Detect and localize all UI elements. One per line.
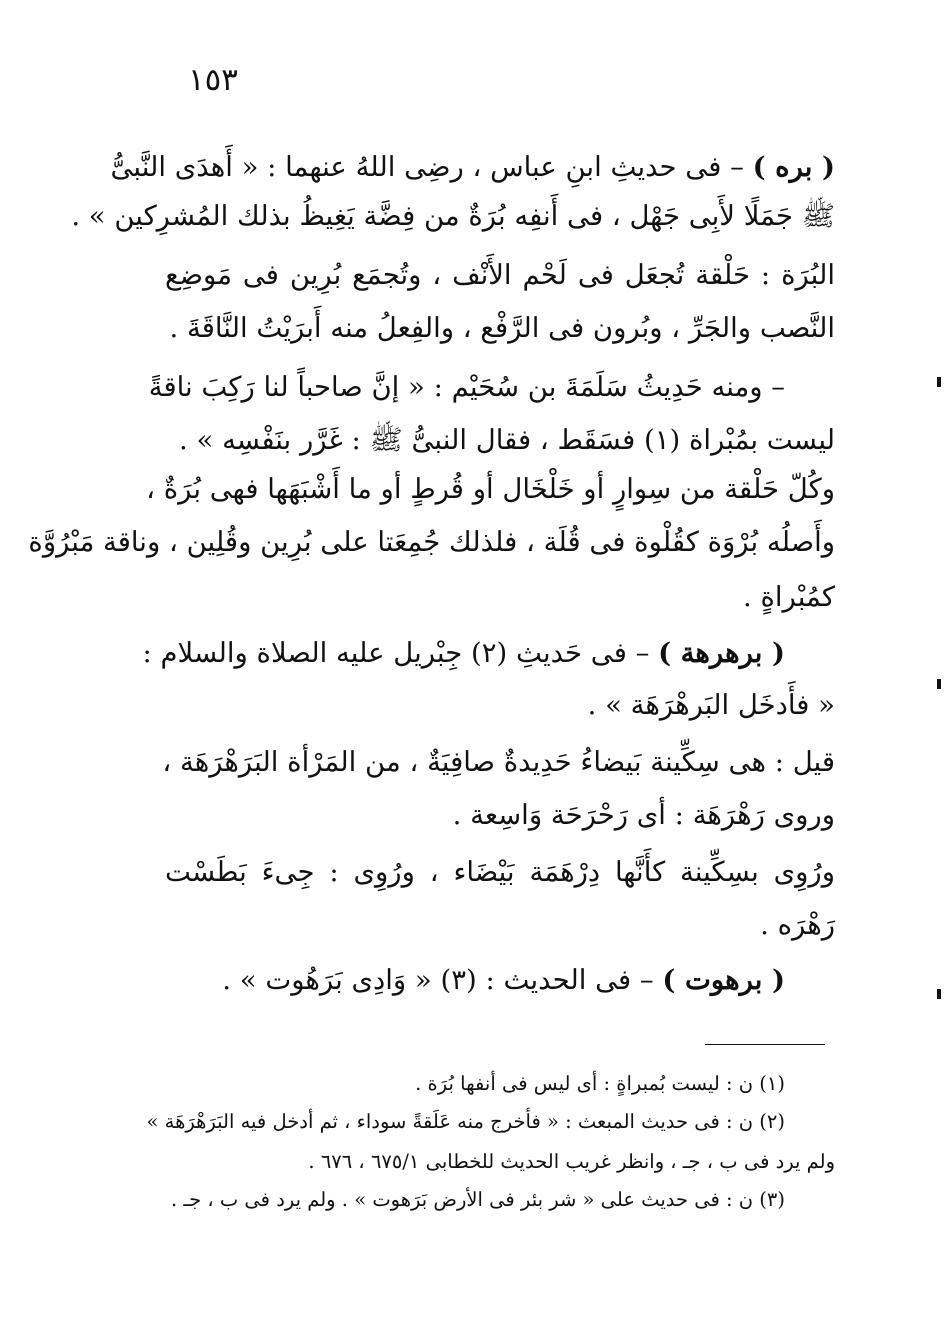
paragraph-line-12: قيل : هى سِكِّينة بَيضاءُ حَدِيدةٌ صافِيَةٌ ، من المَرْأة البَرَهْرَهَة ، bbox=[162, 746, 835, 778]
paragraph-line-9: كمُبْراةٍ . bbox=[743, 581, 835, 613]
page-number: ١٥٣ bbox=[188, 62, 238, 98]
entry-line-10-text: – فى حَديثِ (٢) جِبْريل عليه الصلاة والسلام : bbox=[142, 637, 659, 669]
entry-line-1 bbox=[110, 150, 835, 184]
footnote-separator bbox=[705, 1044, 825, 1045]
entry-line-16 bbox=[222, 963, 785, 997]
entry-line-1-text: – فى حديثِ ابنِ عباس ، رضِى اللهُ عنهما : « أَهدَى النَّبىُّ bbox=[110, 151, 753, 183]
footnote-2: (٢) ن : فى حديث المبعث : « فأخرج منه عَلَقةً سوداء ، ثم أدخل فيه البَرَهْرَهَة » bbox=[146, 1110, 785, 1133]
entry-line-10 bbox=[143, 636, 785, 670]
footnote-1: (١) ن : ليست بُمبراةٍ : أى ليس فى أنفها بُرَة . bbox=[415, 1072, 785, 1095]
entry-headword-bareh: ( بره ) bbox=[752, 151, 835, 183]
scan-edge-mark bbox=[937, 377, 941, 387]
footnote-2-continued: ولم يرد فى ب ، جـ ، وانظر غريب الحديث للخطابى ٦٧٥/١ ، ٦٧٦ . bbox=[308, 1150, 835, 1173]
footnote-3: (٣) ن : فى حديث على « شر بئر فى الأرض بَرَهوت » . ولم يرد فى ب ، جـ . bbox=[171, 1188, 785, 1211]
entry-headword-barahut: ( برهوت ) bbox=[662, 964, 785, 996]
paragraph-line-8: وأَصلُه بُرْوَة كقُلْوة فى قُلَة ، فلذلك جُمِعَتا على بُرِين وقُلِين ، وناقة مَبْرُوَّة bbox=[28, 526, 835, 558]
entry-line-11: « فأَدخَل البَرهْرَهَة » . bbox=[587, 689, 835, 721]
entry-line-16-text: – فى الحديث : (٣) « وَادِى بَرَهُوت » . bbox=[222, 964, 663, 996]
paragraph-line-6: ليست بمُبْراة (١) فسَقَط ، فقال النبىُّ ﷺ : غَرَّر بنَفْسِه » . bbox=[179, 424, 835, 456]
paragraph-line-4: النَّصب والجَرِّ ، وبُرون فى الرَّفْع ، والفِعلُ منه أَبرَيْتُ النَّاقَةَ . bbox=[169, 312, 835, 344]
entry-line-2: ﷺ جَمَلًا لأَبِى جَهْل ، فى أَنفِه بُرَةٌ من فِضَّة يَغِيظُ بذلك المُشرِكين » . bbox=[71, 200, 835, 232]
scan-edge-mark bbox=[937, 679, 941, 689]
paragraph-line-7: وكُلّ حَلْقة من سِوارٍ أو خَلْخَال أو قُرطٍ أو ما أَشْبَهَها فهى بُرَةٌ ، bbox=[146, 473, 835, 505]
paragraph-line-15: رَهْرَه . bbox=[760, 909, 835, 941]
paragraph-line-13: وروى رَهْرَهَة : أى رَحْرَحَة وَاسِعة . bbox=[452, 799, 835, 831]
paragraph-line-5: – ومنه حَدِيثُ سَلَمَةَ بن سُحَيْم : « إنَّ صاحباً لنا رَكِبَ ناقةً bbox=[148, 371, 785, 403]
paragraph-line-3: البُرَة : حَلْقة تُجعَل فى لَحْم الأَنْف ، وتُجمَع بُرِين فى مَوضِع bbox=[165, 259, 835, 291]
paragraph-line-14: ورُوِى بسِكِّينة كأَنَّها دِرْهَمَة بَيْضَاء ، ورُوِى : جِىءَ بَطَسْت bbox=[165, 856, 835, 888]
scan-edge-mark bbox=[937, 989, 941, 999]
entry-headword-barahraha: ( برهرهة ) bbox=[658, 637, 785, 669]
